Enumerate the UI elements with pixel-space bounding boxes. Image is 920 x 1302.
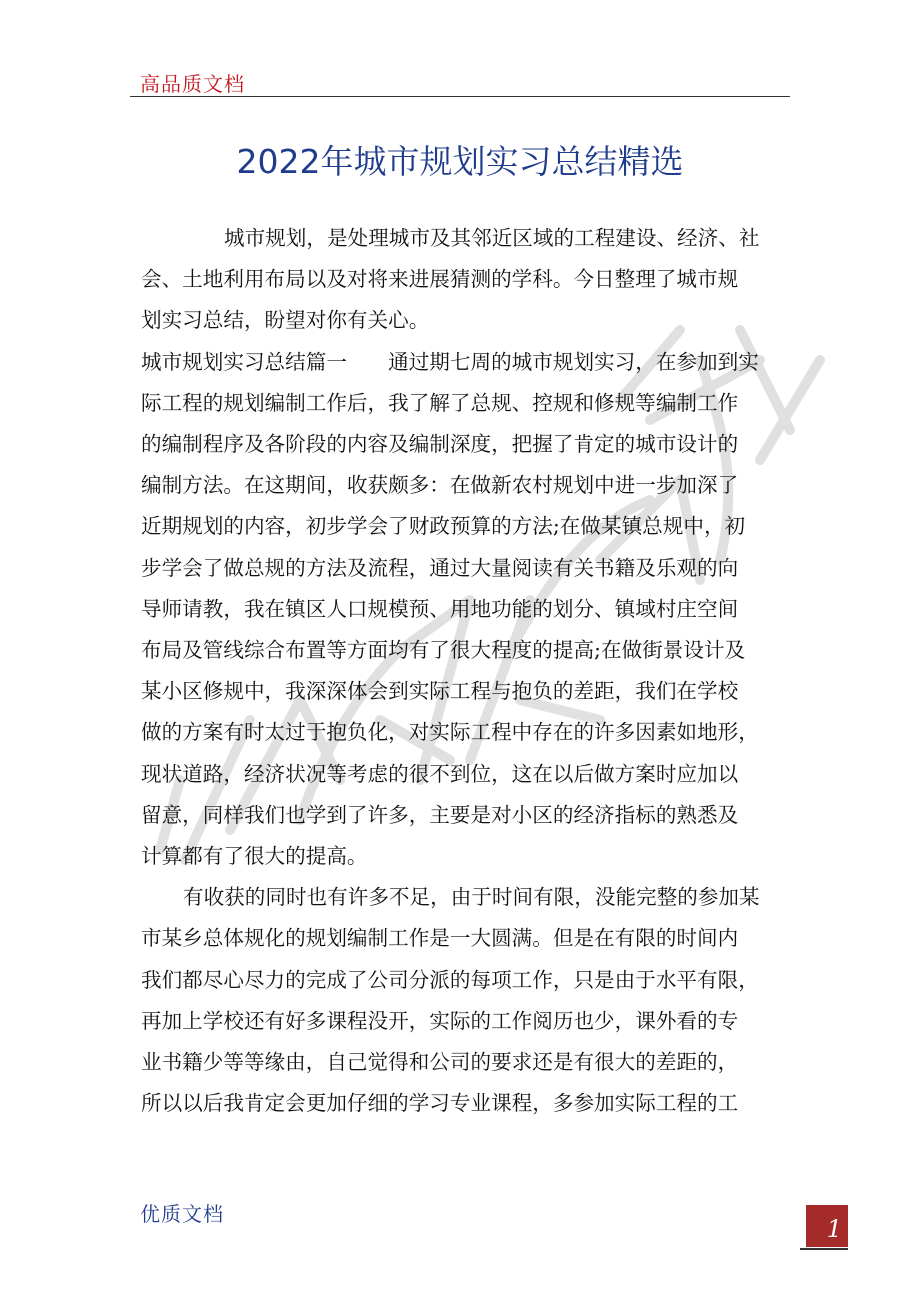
section-2-line: 所以以后我肯定会更加仔细的学习专业课程，多参加实际工程的工 bbox=[141, 1091, 739, 1116]
section-1-line: 导师请教，我在镇区人口规模预、用地功能的划分、镇域村庄空间 bbox=[141, 596, 739, 621]
intro-paragraph bbox=[141, 218, 781, 342]
section-1-line: 做的方案有时太过于抱负化，对实际工程中存在的许多因素如地形， bbox=[141, 720, 759, 745]
section-1-line: 近期规划的内容，初步学会了财政预算的方法;在做某镇总规中，初 bbox=[141, 514, 746, 539]
section-1-line: 留意，同样我们也学到了许多，主要是对小区的经济指标的熟悉及 bbox=[141, 802, 739, 827]
section-1-paragraph bbox=[141, 342, 781, 878]
intro-line: 划实习总结，盼望对你有关心。 bbox=[141, 308, 430, 333]
section-2-line: 市某乡总体规化的规划编制工作是一大圆满。但是在有限的时间内 bbox=[141, 926, 739, 951]
section-2-paragraph bbox=[141, 877, 781, 1124]
section-1-line: 现状道路，经济状况等考虑的很不到位，这在以后做方案时应加以 bbox=[141, 761, 739, 786]
section-2-line: 有收获的同时也有许多不足，由于时间有限，没能完整的参加某 bbox=[183, 885, 760, 910]
section-1-line: 的编制程序及各阶段的内容及编制深度，把握了肯定的城市设计的 bbox=[141, 432, 739, 457]
section-1-line: 城市规划实习总结篇一 通过期七周的城市规划实习，在参加到实 bbox=[141, 349, 759, 374]
section-1-line: 某小区修规中，我深深体会到实际工程与抱负的差距，我们在学校 bbox=[141, 679, 739, 704]
intro-line: 城市规划，是处理城市及其邻近区域的工程建设、经济、社 bbox=[224, 226, 760, 250]
page-badge-underline bbox=[800, 1248, 848, 1250]
section-1-line: 际工程的规划编制工作后，我了解了总规、控规和修规等编制工作 bbox=[141, 390, 739, 415]
section-2-line: 业书籍少等等缘由，自己觉得和公司的要求还是有很大的差距的， bbox=[141, 1050, 739, 1075]
section-2-line: 我们都尽心尽力的完成了公司分派的每项工作，只是由于水平有限， bbox=[141, 967, 759, 992]
document-body bbox=[141, 218, 781, 1124]
section-1-line: 步学会了做总规的方法及流程，通过大量阅读有关书籍及乐观的向 bbox=[141, 555, 739, 580]
section-2-line: 再加上学校还有好多课程没开，实际的工作阅历也少，课外看的专 bbox=[141, 1008, 739, 1033]
section-1-line: 计算都有了很大的提高。 bbox=[141, 844, 368, 869]
header-label: 高品质文档 bbox=[140, 72, 245, 96]
section-1-line: 布局及管线综合布置等方面均有了很大程度的提高;在做街景设计及 bbox=[141, 638, 746, 663]
section-1-line: 编制方法。在这期间，收获颇多：在做新农村规划中进一步加深了 bbox=[141, 473, 739, 498]
page-number-badge: 1 bbox=[806, 1205, 848, 1247]
header-divider bbox=[130, 96, 790, 97]
document-title: 2022年城市规划实习总结精选 bbox=[236, 142, 684, 181]
footer-label: 优质文档 bbox=[140, 1202, 224, 1226]
intro-line: 会、土地利用布局以及对将来进展猜测的学科。今日整理了城市规 bbox=[141, 267, 739, 292]
